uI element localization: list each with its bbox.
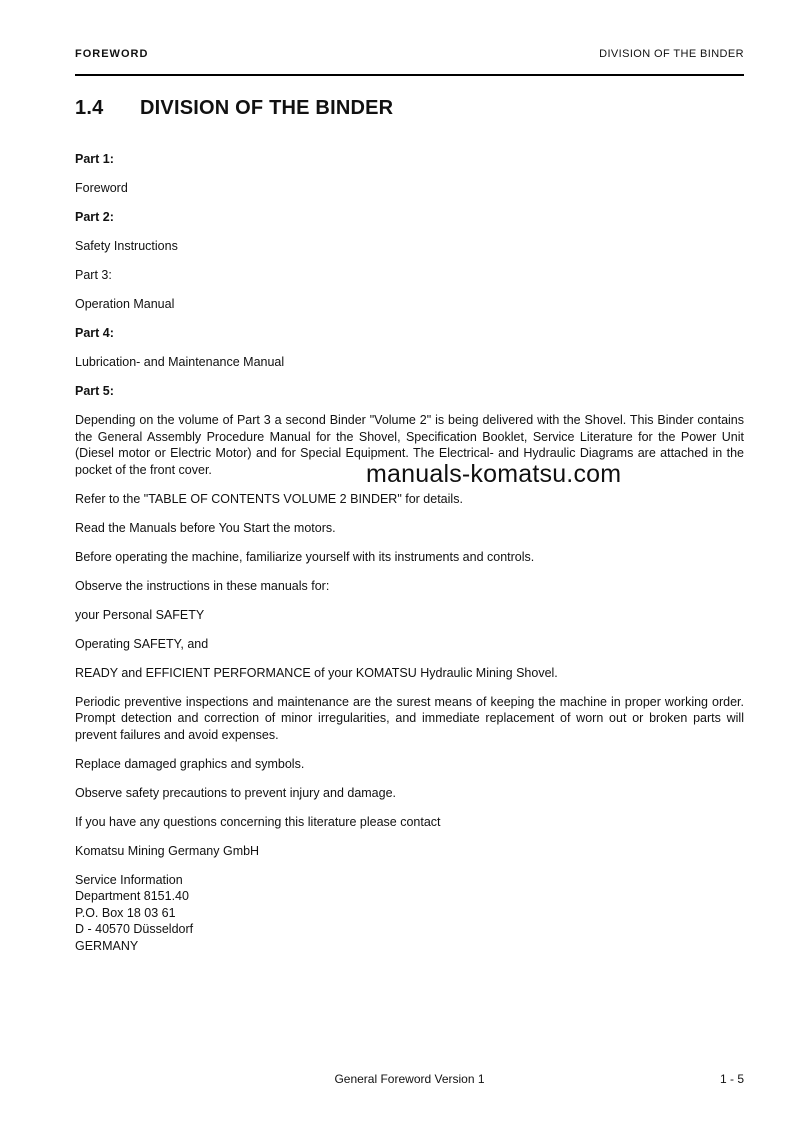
address-block (75, 872, 744, 955)
address-line: Service Information (75, 872, 183, 887)
paragraph: READY and EFFICIENT PERFORMANCE of your KOMATSU Hydraulic Mining Shovel. (75, 665, 558, 680)
document-body (75, 151, 744, 954)
paragraph: Part 5: (75, 384, 114, 398)
footer-doc-title: General Foreword Version 1 (334, 1072, 485, 1086)
footer-page-number: 1 - 5 (719, 1072, 744, 1086)
header-chapter-label: DIVISION OF THE BINDER (599, 48, 744, 60)
paragraph: Observe safety precautions to prevent injury and damage. (75, 785, 397, 800)
section-heading: DIVISION OF THE BINDER (140, 97, 394, 119)
address-line: P.O. Box 18 03 61 (75, 905, 176, 920)
paragraph: Operating SAFETY, and (75, 636, 209, 651)
page-header (75, 48, 744, 61)
watermark-text: manuals-komatsu.com (366, 460, 622, 488)
paragraph: Part 2: (75, 210, 114, 224)
page-footer (75, 1072, 744, 1087)
paragraph: Part 3: (75, 268, 112, 282)
paragraph: your Personal SAFETY (75, 607, 205, 622)
page-content (75, 48, 744, 954)
paragraph: Depending on the volume of Part 3 a second Binder "Volume 2" is being delivered with the Shovel. This Binder contains the General Assembly Procedure Manual for the Shovel, Specification Booklet, Service Literature for the Power Unit (Diesel motor or Electric Motor) and for Special Equipment. The Electrical- and Hydraulic Diagrams are attached in the pocket of the front cover. (75, 413, 744, 477)
paragraph: Replace damaged graphics and symbols. (75, 756, 305, 771)
paragraph: Part 4: (75, 326, 114, 340)
paragraph: Komatsu Mining Germany GmbH (75, 843, 260, 858)
paragraph: Before operating the machine, familiarize yourself with its instruments and controls. (75, 549, 535, 564)
paragraph: Operation Manual (75, 297, 175, 311)
paragraph: Read the Manuals before You Start the motors. (75, 520, 336, 535)
paragraph: Lubrication- and Maintenance Manual (75, 355, 285, 369)
paragraph: Part 1: (75, 152, 114, 166)
section-number: 1.4 (75, 97, 104, 119)
section-title (75, 97, 744, 120)
paragraph: If you have any questions concerning this literature please contact (75, 814, 441, 829)
header-section-label: FOREWORD (75, 48, 149, 60)
header-rule (75, 74, 744, 76)
address-line: GERMANY (75, 938, 139, 953)
paragraph: Periodic preventive inspections and maintenance are the surest means of keeping the machine in proper working order. Prompt detection and correction of minor irregularities, and immediate replacement of worn out or broken parts will prevent failures and avoid expenses. (75, 694, 744, 742)
paragraph: Safety Instructions (75, 239, 178, 253)
paragraph: Refer to the "TABLE OF CONTENTS VOLUME 2 BINDER" for details. (75, 491, 463, 506)
paragraph: Observe the instructions in these manuals for: (75, 578, 330, 593)
address-line: Department 8151.40 (75, 889, 189, 903)
address-line: D - 40570 Düsseldorf (75, 922, 194, 936)
paragraph: Foreword (75, 181, 128, 195)
